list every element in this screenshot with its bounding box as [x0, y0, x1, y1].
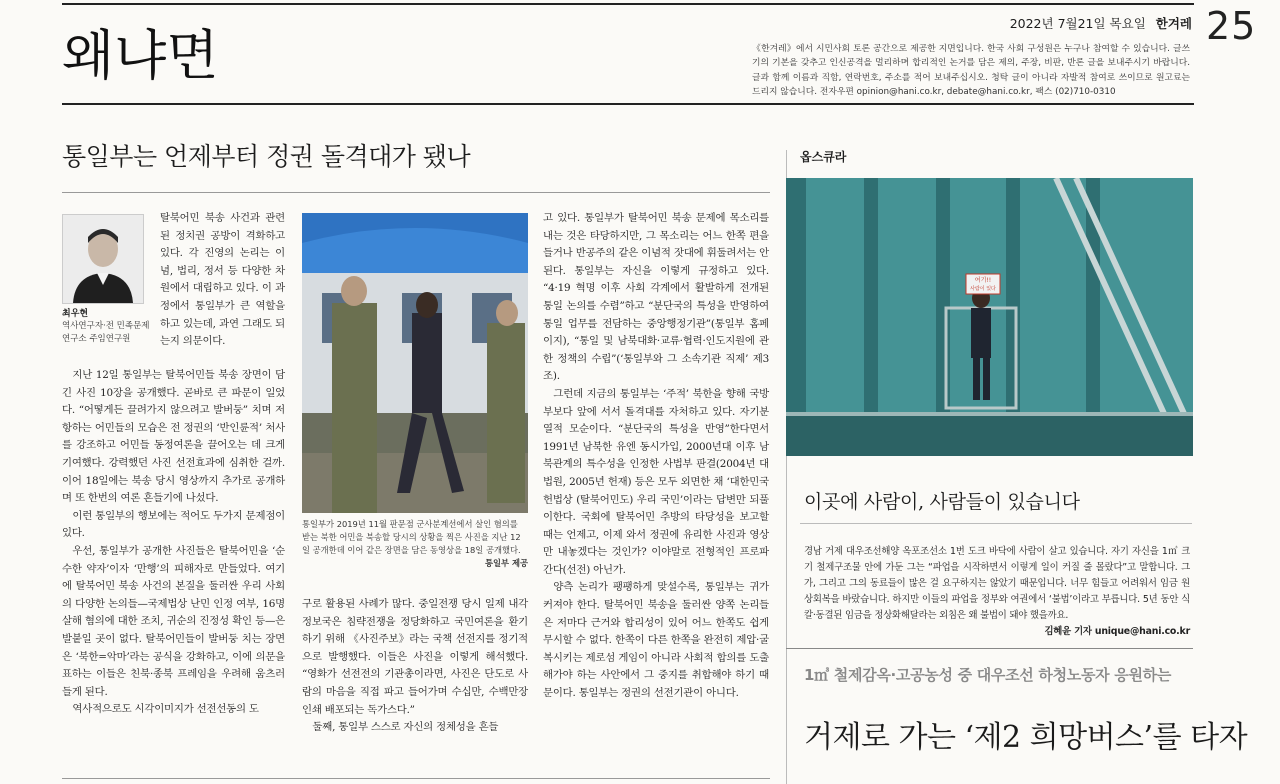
article-paragraph: 둘째, 통일부 스스로 자신의 정체성을 흔들	[312, 721, 499, 734]
headline-rule	[62, 192, 770, 193]
opinion-body-text: 경남 거제 대우조선해양 옥포조선소 1번 도크 바닥에 사람이 살고 있습니다. 자기 자신을 1㎥ 크기 철제구조물 안에 가둔 그는 “파업을 시작하면서 이렇게 일이 커질 줄 몰랐다”고 말합니다. 그가, 그리고 그의 동료들이 많은 걸 요구하지는 않았기 때문입니다. 너무 힘들고 어려워서 임금 원상회복을 바랐습니다. 하지만 이들의 파업을 정부와 여권에서 ‘불법’이라고 부릅니다. 5년 동안 식칼·동결된 임금을 정상화해달라는 외침은 왜 불법이 돼야 했을까요.	[804, 546, 1190, 621]
article-paragraph: 그런데 지금의 통일부는 ‘주적’ 북한을 향해 국방부보다 앞에 서서 돌격대를 자처하고 있다. 자기분열적 모순이다. “분단국의 특성을 반영”한다면서 1991년 남북한 유엔 동시가입, 2000년대 이후 남북관계의 특수성을 인정한 사법부 판결(2004년 대법원, 2005년 헌재) 등은 모두 외면한 채 ‘대한민국 헌법상 (탈북어민도) 우리 국민’이라는 답변만 되풀이한다. 국회에 탈북어민 추방의 타당성을 보고할 때는 언제고, 이제 와서 정권에 유리한 사진과 영상만 내놓겠다는 것인가? 이야말로 전형적인 프로파간다(선전) 아닌가.	[543, 387, 769, 576]
bottom-story-rule	[786, 648, 1193, 649]
dateline	[700, 14, 1192, 32]
article-paragraph: 지난 12일 통일부는 탈북어민들 북송 장면이 담긴 사진 10장을 공개했다. 곧바로 큰 파문이 일었다. “어떻게든 끌려가지 않으려고 발버둥” 치며 저항하는 어민들의 모습은 전 정권의 ‘반인륜적’ 처사를 강조하고 어민들 동정여론을 끌어오는 데 크게 기여했다. 강력했던 사진 선전효과에 심취한 걸까. 이어 18일에는 북송 당시 영상까지 추가로 공개하며 또 한번의 여론 흔들기에 나섰다.	[62, 369, 285, 505]
article-paragraph: 양측 논리가 팽팽하게 맞설수록, 통일부는 귀가 커져야 한다. 탈북어민 북송을 둘러싼 양쪽 논리들은 저마다 근거와 합리성이 있어 어느 한쪽도 쉽게 무시할 수 없다. 한쪽이 다른 한쪽을 완전히 제압·굴복시키는 제로섬 게임이 아니라 사회적 합의를 도출해가야 하는 사안에서 그 중지를 취합해야 하기 때문이다. 통일부는 정권의 선전기관이 아니다.	[543, 581, 769, 700]
author-title: 역사연구자·전 민족문제연구소 주임연구원	[62, 321, 150, 344]
article-paragraph: 역사적으로도 시각이미지가 선전선동의 도	[72, 703, 259, 716]
article-paragraph: 우선, 통일부가 공개한 사진들은 탈북어민을 ‘순수한 약자’이자 ‘만행’의 피해자로 만들었다. 여기에 탈북어민 북송 사건의 본질을 둘러싼 우리 사회의 다양한 논의들—국제법상 난민 인정 여부, 16명 살해 혐의에 대한 조치, 귀순의 진정성 확인 등—은 발붙일 곳이 없다. 탈북어민들이 발버둥 치는 장면은 ‘북한=악마’라는 공식을 강화하고, 이에 의문을 표하는 이들은 친북·종북 프레임을 우려해 움츠러들게 된다.	[62, 544, 285, 698]
repatriation-photo	[302, 213, 528, 513]
article-paragraph: 고 있다. 통일부가 탈북어민 북송 문제에 목소리를 내는 것은 타당하지만, 그 목소리는 어느 한쪽 편을 들거나 반공주의 같은 이념적 잣대에 휘둘려서는 안 된다. 통일부는 자신을 이렇게 규정하고 있다. “4·19 혁명 이후 사회 각계에서 활발하게 전개된 통일 논의를 수렴”하고 “분단국의 특성을 반영하여 통일 업무를 전담하는 중앙행정기관”(통일부 홈페이지), “통일 및 남북대화·교류·협력·인도지원에 관한 정책의 수립”(‘통일부와 그 소속기관 직제’ 제3조).	[543, 212, 769, 383]
protest-sign-line1: 여기!!	[974, 277, 992, 284]
caption-text: 통일부가 2019년 11월 판문점 군사분계선에서 살인 혐의를 받는 북한 어민을 북송할 당시의 상황을 찍은 사진을 지난 12일 공개한데 이어 같은 장면을 담은 동영상을 18일 공개했다.	[302, 519, 521, 555]
submission-notice: 《한겨레》에서 시민사회 토론 공간으로 제공한 지면입니다. 한국 사회 구성원은 누구나 참여할 수 있습니다. 글쓰기의 기본을 갖추고 인신공격을 멀리하며 합리적인 논거를 담은 제의, 주장, 비판, 반론 글을 보내주시기 바랍니다. 글과 함께 이름과 직함, 연락번호, 주소를 적어 보내주십시오. 청탁 글이 아니라 자발적 참여로 쓰이므로 원고료는 드리지 않습니다. 전자우편 opinion@hani.co.kr, debate@hani.co.kr, 팩스 (02)710-0310	[752, 44, 1190, 98]
protest-sign-line2: 사람이 있다	[970, 286, 996, 292]
article-paragraph: 탈북어민 북송 사건과 관련된 정치권 공방이 격화하고 있다. 각 진영의 논리는 이념, 법리, 정서 등 다양한 차원에서 대립하고 있다. 이 과정에서 통일부가 큰 역할을 하고 있는데, 과연 그래도 되는지 의문이다.	[160, 212, 285, 348]
page-number: 25	[1206, 4, 1257, 48]
section-logo-text: 왜냐면	[62, 24, 219, 87]
article-column-1-top	[160, 210, 285, 351]
article-column-2	[302, 596, 528, 737]
photo-credit: 통일부 제공	[485, 558, 528, 568]
issue-date: 2022년 7월21일 목요일	[1009, 16, 1146, 31]
paper-name: 한겨레	[1155, 16, 1192, 31]
article-headline: 통일부는 언제부터 정권 돌격대가 됐나	[62, 142, 471, 171]
masthead-rule	[62, 103, 1194, 105]
opinion-section-label: 옵스큐라	[800, 150, 847, 164]
bottom-rule	[62, 778, 770, 779]
article-column-3	[543, 210, 769, 703]
dock-photo	[786, 178, 1193, 456]
author-name: 최우현	[62, 309, 89, 319]
repatriation-scene-icon	[302, 213, 528, 513]
opinion-rule	[800, 523, 1192, 524]
opinion-byline: 김혜윤 기자 unique@hani.co.kr	[1044, 626, 1190, 637]
author-portrait-icon	[63, 215, 143, 303]
opinion-body	[804, 544, 1190, 640]
author-photo	[62, 214, 144, 304]
section-logo	[58, 12, 298, 90]
bottom-story-kicker: 1㎥ 철제감옥·고공농성 중 대우조선 하청노동자 응원하는	[804, 666, 1172, 684]
article-paragraph: 구로 활용된 사례가 많다. 중일전쟁 당시 일제 내각정보국은 침략전쟁을 정당화하고 국민여론을 환기하기 위해 《사진주보》라는 국책 선전지를 정기적으로 발행했다. 이들은 사진을 이렇게 해석했다. “영화가 선전전의 기관총이라면, 사진은 단도로 사람의 마음을 직접 파고 들어가며 수십만, 수백만장 인쇄 배포되는 독가스다.”	[302, 598, 528, 716]
photo-caption	[302, 518, 528, 570]
article-column-1	[62, 367, 285, 719]
shipyard-dock-icon	[786, 178, 1193, 456]
bottom-story-headline: 거제로 가는 ‘제2 희망버스’를 타자	[804, 720, 1248, 755]
article-paragraph: 이런 통일부의 행보에는 적어도 두가지 문제점이 있다.	[62, 509, 285, 540]
opinion-headline: 이곳에 사람이, 사람들이 있습니다	[804, 491, 1080, 513]
top-rule	[62, 3, 1194, 5]
